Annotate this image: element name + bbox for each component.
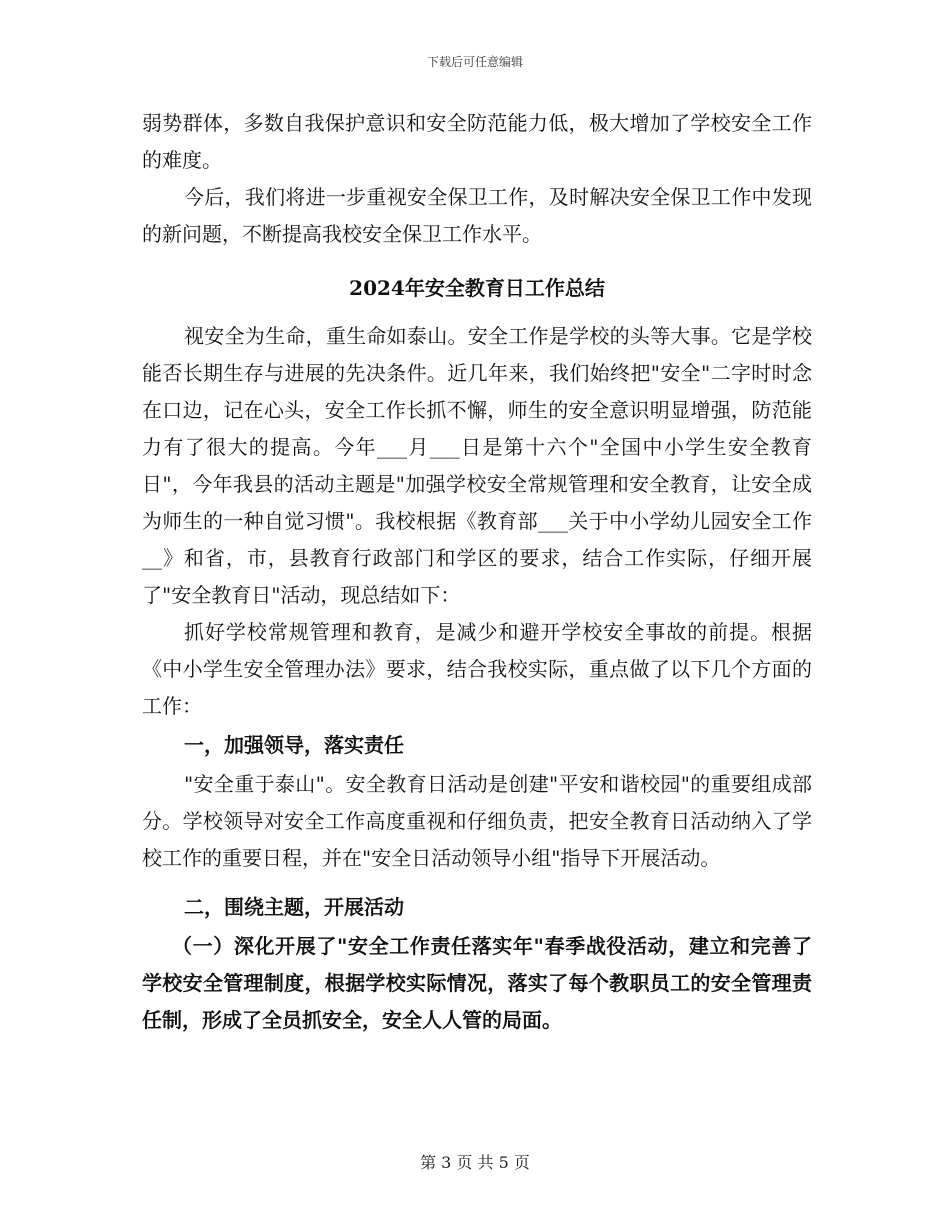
paragraph-closing: 今后，我们将进一步重视安全保卫工作，及时解决安全保卫工作中发现的新问题，不断提高我校安全保卫工作水平。 xyxy=(142,185,812,246)
section-text-1: "安全重于泰山"。安全教育日活动是创建"平安和谐校园"的重要组成部分。学校领导对安全工作高度重视和仔细负责，把安全教育日活动纳入了学校工作的重要日程，并在"安全日活动领导小组"指导下开展活动。 xyxy=(142,772,812,870)
paragraph-work-overview: 抓好学校常规管理和教育，是减少和避开学校安全事故的前提。根据《中小学生安全管理办法》要求，结合我校实际，重点做了以下几个方面的工作： xyxy=(142,620,812,718)
paragraph-continuation: 弱势群体，多数自我保护意识和安全防范能力低，极大增加了学校安全工作的难度。 xyxy=(142,111,812,172)
section-heading-2: 二，围绕主题，开展活动 xyxy=(184,895,404,919)
header-note: 下载后可任意编辑 xyxy=(426,55,523,69)
page-number: 第 3 页 共 5 页 xyxy=(420,1153,530,1172)
document-body xyxy=(142,105,812,1039)
document-title: 2024年安全教育日工作总结 xyxy=(349,276,605,300)
paragraph-intro: 视安全为生命，重生命如泰山。安全工作是学校的头等大事。它是学校能否长期生存与进展的先决条件。近几年来，我们始终把"安全"二字时时念在口边，记在心头，安全工作长抓不懈，师生的安全意识明显增强，防范能力有了很大的提高。今年___月___日是第十六个"全国中小学生安全教育日"，今年我县的活动主题是"加强学校安全常规管理和安全教育，让安全成为师生的一种自觉习惯"。我校根据《教育部___关于中小学幼儿园安全工作__》和省，市，县教育行政部门和学区的要求，结合工作实际，仔细开展了"安全教育日"活动，现总结如下： xyxy=(142,324,812,607)
section-heading-1: 一，加强领导，落实责任 xyxy=(184,733,404,757)
section-text-2: （一）深化开展了"安全工作责任落实年"春季战役活动，建立和完善了学校安全管理制度，根据学校实际情况，落实了每个教职员工的安全管理责任制，形成了全员抓安全，安全人人管的局面。 xyxy=(142,934,812,1032)
